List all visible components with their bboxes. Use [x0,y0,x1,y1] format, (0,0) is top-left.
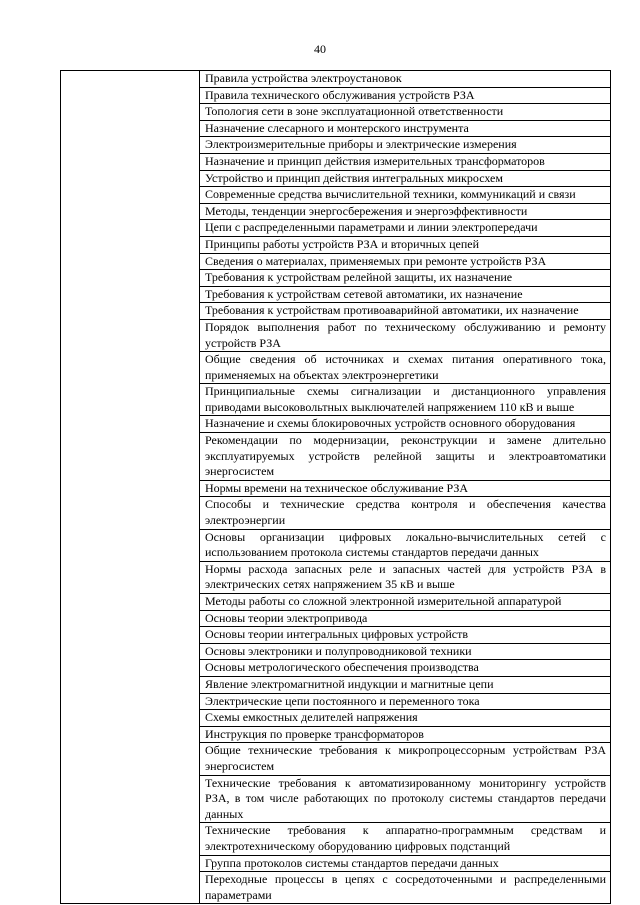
table-cell-item: Рекомендации по модернизации, реконструкции и замене длительно эксплуатируемых устройств релейной защиты и электроавтоматики энергосистем [200,433,611,481]
table-cell-item: Требования к устройствам релейной защиты, их назначение [200,270,611,287]
table-cell-item: Инструкция по проверке трансформаторов [200,726,611,743]
table-cell-item: Методы, тенденции энергосбережения и энергоэффективности [200,203,611,220]
table-cell-item: Основы теории электропривода [200,610,611,627]
table-cell-item: Назначение и принцип действия измерительных трансформаторов [200,153,611,170]
table-cell-item: Правила устройства электроустановок [200,71,611,88]
table-cell-item: Явление электромагнитной индукции и магнитные цепи [200,676,611,693]
table-cell-item: Методы работы со сложной электронной измерительной аппаратурой [200,594,611,611]
table-cell-item: Принципиальные схемы сигнализации и дистанционного управления приводами высоковольтных выключателей напряжением 110 кВ и выше [200,384,611,416]
table-cell-item: Основы организации цифровых локально-вычислительных сетей с использованием протокола системы стандартов передачи данных [200,529,611,561]
table-cell-item: Топология сети в зоне эксплуатационной ответственности [200,104,611,121]
left-column-cell [61,71,200,904]
table-cell-item: Электроизмерительные приборы и электрические измерения [200,137,611,154]
table-cell-item: Переходные процессы в цепях с сосредоточенными и распределенными параметрами [200,872,611,904]
table-cell-item: Основы теории интегральных цифровых устройств [200,627,611,644]
table-cell-item: Технические требования к автоматизированному мониторингу устройств РЗА, в том числе работающих по протоколу системы стандартов передачи данных [200,775,611,823]
knowledge-table-body [61,71,611,904]
table-row [61,71,611,88]
table-cell-item: Общие технические требования к микропроцессорным устройствам РЗА энергосистем [200,743,611,775]
table-cell-item: Нормы времени на техническое обслуживание РЗА [200,480,611,497]
table-cell-item: Схемы емкостных делителей напряжения [200,710,611,727]
table-cell-item: Технические требования к аппаратно-программным средствам и электротехническому оборудованию цифровых подстанций [200,823,611,855]
table-cell-item: Назначение слесарного и монтерского инструмента [200,120,611,137]
page-number: 40 [314,42,326,56]
table-cell-item: Правила технического обслуживания устройств РЗА [200,87,611,104]
table-cell-item: Основы электроники и полупроводниковой техники [200,643,611,660]
table-cell-item: Сведения о материалах, применяемых при ремонте устройств РЗА [200,253,611,270]
table-cell-item: Принципы работы устройств РЗА и вторичных цепей [200,236,611,253]
table-cell-item: Общие сведения об источниках и схемах питания оперативного тока, применяемых на объектах электроэнергетики [200,352,611,384]
table-cell-item: Группа протоколов системы стандартов передачи данных [200,855,611,872]
table-cell-item: Цепи с распределенными параметрами и линии электропередачи [200,220,611,237]
knowledge-table [60,70,611,904]
table-cell-item: Способы и технические средства контроля и обеспечения качества электроэнергии [200,497,611,529]
table-cell-item: Порядок выполнения работ по техническому обслуживанию и ремонту устройств РЗА [200,319,611,351]
table-cell-item: Требования к устройствам противоаварийной автоматики, их назначение [200,303,611,320]
table-cell-item: Устройство и принцип действия интегральных микросхем [200,170,611,187]
table-cell-item: Основы метрологического обеспечения производства [200,660,611,677]
table-cell-item: Требования к устройствам сетевой автоматики, их назначение [200,286,611,303]
table-cell-item: Современные средства вычислительной техники, коммуникаций и связи [200,187,611,204]
table-cell-item: Нормы расхода запасных реле и запасных частей для устройств РЗА в электрических сетях напряжением 35 кВ и выше [200,561,611,593]
table-cell-item: Электрические цепи постоянного и переменного тока [200,693,611,710]
table-cell-item: Назначение и схемы блокировочных устройств основного оборудования [200,416,611,433]
knowledge-table-wrapper [60,70,611,904]
